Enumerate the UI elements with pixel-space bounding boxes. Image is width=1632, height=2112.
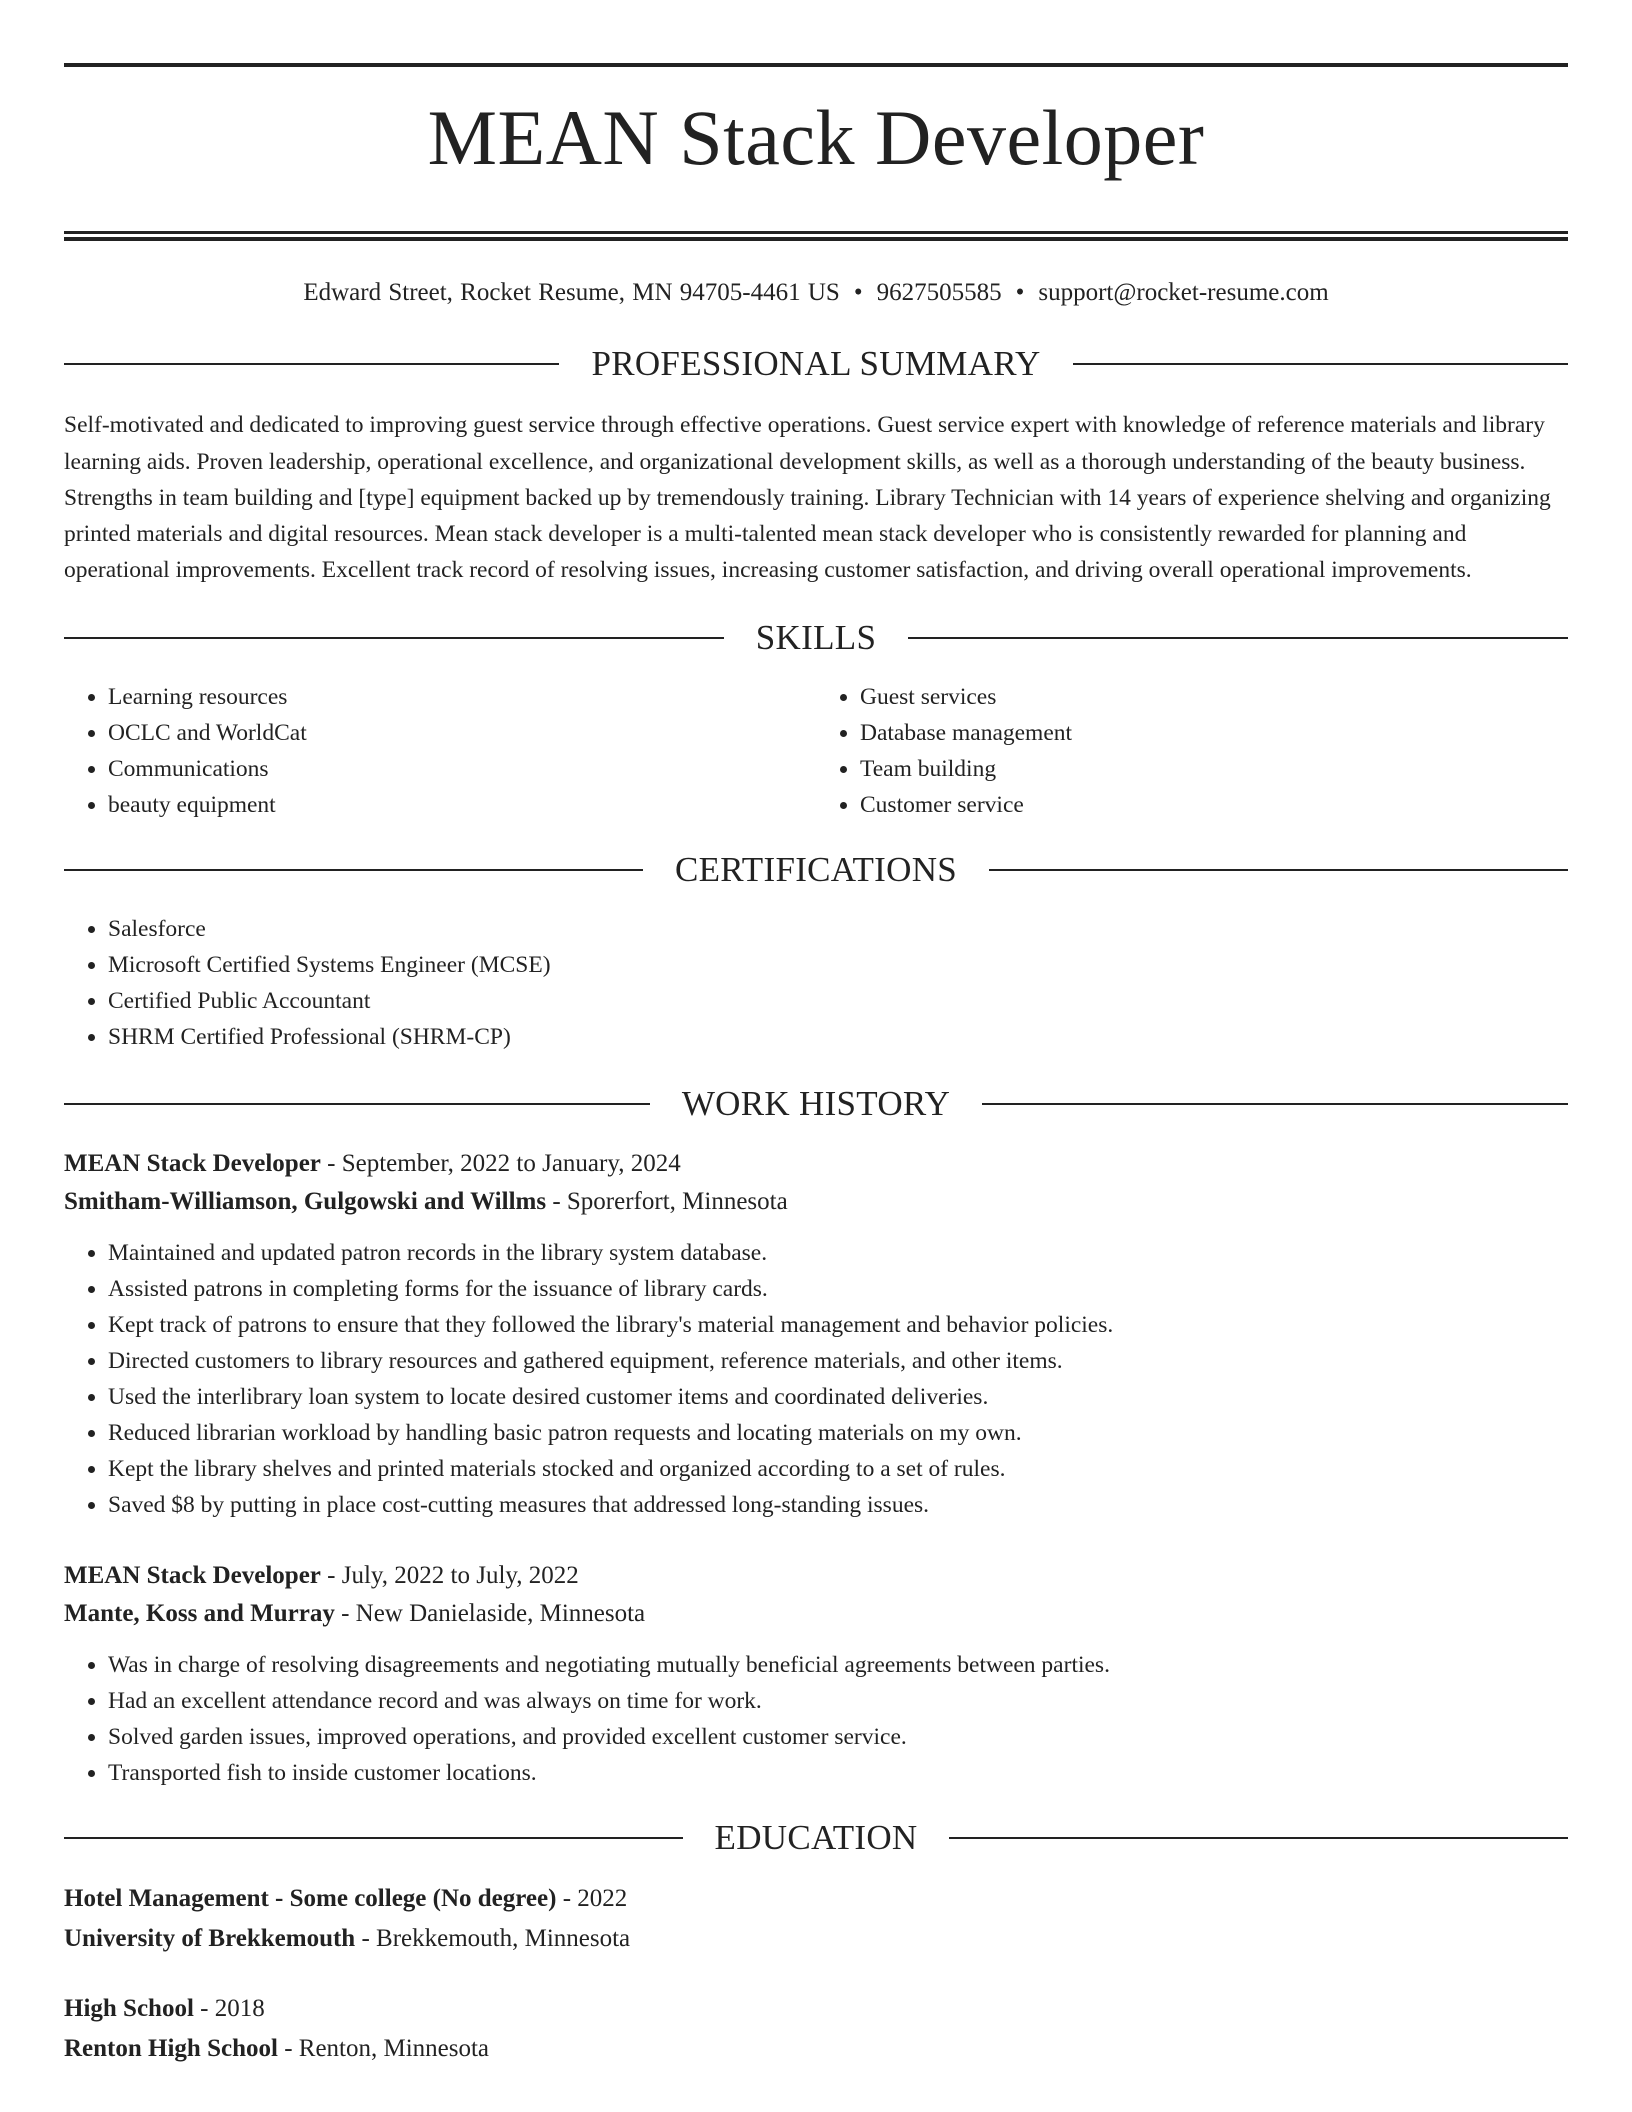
job-location: - Sporerfort, Minnesota [546, 1187, 788, 1215]
section-rule [989, 869, 1568, 871]
section-rule [64, 869, 643, 871]
resume-page [64, 0, 1568, 2069]
contact-address: Edward Street, Rocket Resume, MN 94705-4461 US [303, 279, 840, 307]
top-rule [64, 63, 1568, 67]
work-heading: WORK HISTORY [681, 1083, 951, 1123]
list-item: • Salesforce [108, 911, 1568, 947]
title-double-rule [64, 231, 1568, 241]
job-company-line [64, 1595, 1568, 1633]
education-degree-line [64, 1989, 1568, 2029]
resume-title: MEAN Stack Developer [427, 94, 1205, 181]
list-item: • Solved garden issues, improved operations, and provided excellent customer service. [108, 1719, 1568, 1755]
contact-separator: • [853, 279, 863, 307]
job-company: Mante, Koss and Murray [64, 1599, 335, 1627]
education-degree: Hotel Management - Some college (No degree) [64, 1884, 557, 1912]
work-section-header [64, 1083, 1568, 1125]
list-item: • Assisted patrons in completing forms for the issuance of library cards. [108, 1271, 1568, 1307]
job-bullets [64, 1647, 1568, 1791]
certifications-list [64, 911, 1568, 1055]
job-role: MEAN Stack Developer [64, 1561, 321, 1589]
skills-heading: SKILLS [755, 617, 877, 657]
education-year: - 2018 [193, 1994, 265, 2022]
job-location: - New Danielaside, Minnesota [334, 1599, 646, 1627]
job-dates: - September, 2022 to January, 2024 [320, 1149, 681, 1177]
summary-text: Self-motivated and dedicated to improving guest service through effective operations. Guest service expert with knowledge of reference materials and library learning aids. Proven leadership, operational excellence, and organizational development skills, as well as a thorough understanding of the beauty business. Strengths in team building and [type] equipment backed up by tremendously training. Library Technician with 14 years of experience shelving and organizing printed materials and digital resources. Mean stack developer is a multi-talented mean stack developer who is consistently rewarded for planning and operational improvements. Excellent track record of resolving issues, increasing customer satisfaction, and driving overall operational improvements. [64, 412, 1551, 584]
list-item: • Transported fish to inside customer locations. [108, 1755, 1568, 1791]
contact-line [64, 277, 1568, 309]
list-item: • Microsoft Certified Systems Engineer (MCSE) [108, 947, 1568, 983]
certifications-heading: CERTIFICATIONS [674, 849, 958, 889]
education-degree-line [64, 1879, 1568, 1919]
education-heading: EDUCATION [714, 1817, 918, 1857]
section-rule [64, 1837, 683, 1839]
list-item: • Used the interlibrary loan system to locate desired customer items and coordinated deliveries. [108, 1379, 1568, 1415]
job-title-line [64, 1557, 1568, 1595]
education-school: University of Brekkemouth [64, 1924, 356, 1952]
contact-separator: • [1015, 279, 1025, 307]
section-rule [949, 1837, 1568, 1839]
education-year: - 2022 [556, 1884, 628, 1912]
list-item: • Certified Public Accountant [108, 983, 1568, 1019]
job-company: Smitham-Williamson, Gulgowski and Willms [64, 1187, 547, 1215]
skills-list-left [64, 679, 816, 823]
skills-list-right [816, 679, 1568, 823]
job-role: MEAN Stack Developer [64, 1149, 321, 1177]
contact-phone: 9627505585 [876, 279, 1002, 307]
list-item: • Kept track of patrons to ensure that they followed the library's material management and behavior policies. [108, 1307, 1568, 1343]
education-section-header [64, 1817, 1568, 1859]
list-item: • Was in charge of resolving disagreements and negotiating mutually beneficial agreements between parties. [108, 1647, 1568, 1683]
education-entry [64, 1879, 1568, 1959]
education-school: Renton High School [64, 2034, 278, 2062]
job-company-line [64, 1183, 1568, 1221]
job-entry [64, 1557, 1568, 1791]
job-title-line [64, 1145, 1568, 1183]
education-degree: High School [64, 1994, 194, 2022]
list-item: • Guest services [860, 679, 1568, 715]
list-item: • Team building [860, 751, 1568, 787]
list-item: • Maintained and updated patron records in the library system database. [108, 1235, 1568, 1271]
section-rule [64, 637, 724, 639]
list-item: • SHRM Certified Professional (SHRM-CP) [108, 1019, 1568, 1055]
list-item: • Kept the library shelves and printed materials stocked and organized according to a set of rules. [108, 1451, 1568, 1487]
summary-section-header [64, 343, 1568, 385]
list-item: • Communications [108, 751, 816, 787]
certifications-section-header [64, 849, 1568, 891]
job-bullets [64, 1235, 1568, 1523]
list-item: • beauty equipment [108, 787, 816, 823]
list-item: • Reduced librarian workload by handling basic patron requests and locating materials on my own. [108, 1415, 1568, 1451]
list-item: • Saved $8 by putting in place cost-cutting measures that addressed long-standing issues. [108, 1487, 1568, 1523]
skills-section-header [64, 617, 1568, 659]
education-entry [64, 1989, 1568, 2069]
education-location: - Brekkemouth, Minnesota [355, 1924, 631, 1952]
list-item: • Customer service [860, 787, 1568, 823]
list-item: • OCLC and WorldCat [108, 715, 816, 751]
section-rule [1073, 363, 1568, 365]
list-item: • Directed customers to library resources and gathered equipment, reference materials, and other items. [108, 1343, 1568, 1379]
skills-columns [64, 679, 1568, 823]
section-rule [982, 1103, 1568, 1105]
summary-heading: PROFESSIONAL SUMMARY [591, 344, 1041, 384]
list-item: • Had an excellent attendance record and was always on time for work. [108, 1683, 1568, 1719]
list-item: • Learning resources [108, 679, 816, 715]
job-entry [64, 1145, 1568, 1523]
job-dates: - July, 2022 to July, 2022 [320, 1561, 579, 1589]
list-item: • Database management [860, 715, 1568, 751]
education-location: - Renton, Minnesota [277, 2034, 490, 2062]
education-school-line [64, 1919, 1568, 1959]
education-school-line [64, 2029, 1568, 2069]
contact-email: support@rocket-resume.com [1038, 279, 1329, 307]
section-rule [908, 637, 1568, 639]
section-rule [64, 363, 559, 365]
section-rule [64, 1103, 650, 1105]
